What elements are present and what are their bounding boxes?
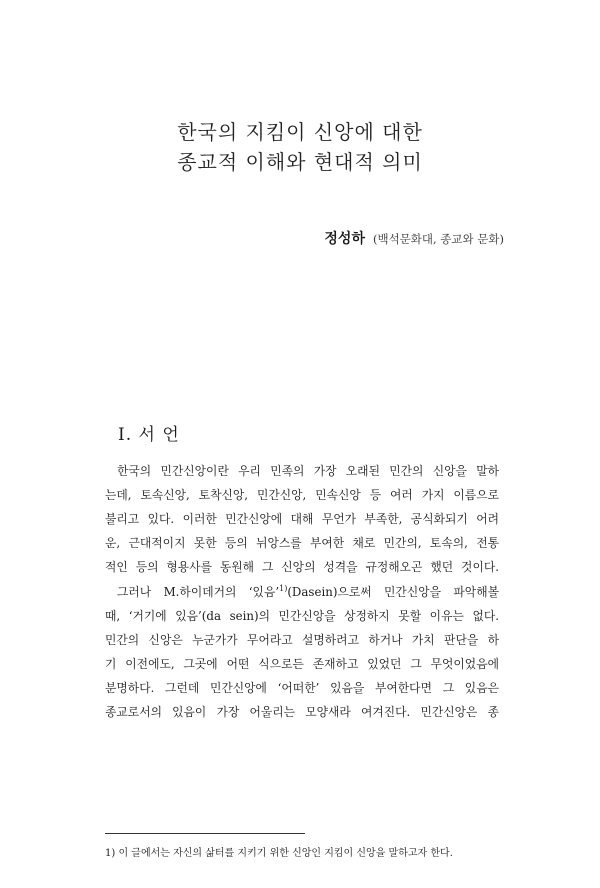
footnote-reference: 1) [279, 584, 288, 594]
body-line-4: 운, 근대적이지 못한 등의 뉘앙스를 부여한 채로 민간의, 토속의, 전통 [105, 536, 499, 550]
body-line-9: 기 이전에도, 그곳에 어떤 식으로든 존재하고 있었던 그 무엇이었음에 [105, 657, 499, 671]
body-line-2: 는데, 토속신앙, 토착신앙, 민간신앙, 민속신앙 등 여러 가지 이름으로 [105, 488, 499, 502]
author-line [324, 228, 504, 248]
body-line-6-start: 그러나 M.하이데거의 ‘있음’ [117, 585, 280, 599]
title-line-2: 종교적 이해와 현대적 의미 [177, 150, 423, 174]
title-line-1: 한국의 지킴이 신앙에 대한 [177, 120, 423, 144]
author-name: 정성하 [324, 231, 365, 247]
body-line-8: 민간의 신앙은 누군가가 무어라고 설명하려고 하거나 가치 판단을 하 [105, 633, 499, 647]
body-line-6 [117, 583, 499, 602]
footnote-divider [105, 833, 305, 834]
author-affiliation: (백석문화대, 종교와 문화) [372, 232, 504, 246]
body-line-11: 종교로서의 있음이 가장 어울리는 모양새라 여겨진다. 민간신앙은 종 [105, 705, 499, 719]
body-line-7: 때, ‘거기에 있음’(da sein)의 민간신앙을 상정하지 못할 이유는 없다. [105, 609, 499, 623]
section-heading: I. 서 언 [118, 425, 180, 445]
body-line-5: 적인 등의 형용사를 동원해 그 신앙의 성격을 규정해오곤 했던 것이다. [105, 560, 499, 574]
body-line-6-end: (Dasein)으로써 민간신앙을 파악해볼 [287, 585, 499, 599]
footnote-text: 1) 이 글에서는 자신의 삶터를 지키기 위한 신앙인 지킴이 신앙을 말하고자 한다. [105, 848, 453, 859]
body-line-10: 분명하다. 그런데 민간신앙에 ‘어떠한’ 있음을 부여한다면 그 있음은 [105, 681, 499, 695]
body-line-1: 한국의 민간신앙이란 우리 민족의 가장 오래된 민간의 신앙을 말하 [117, 464, 499, 478]
body-line-3: 불리고 있다. 이러한 민간신앙에 대해 무언가 부족한, 공식화되기 어려 [105, 512, 499, 526]
